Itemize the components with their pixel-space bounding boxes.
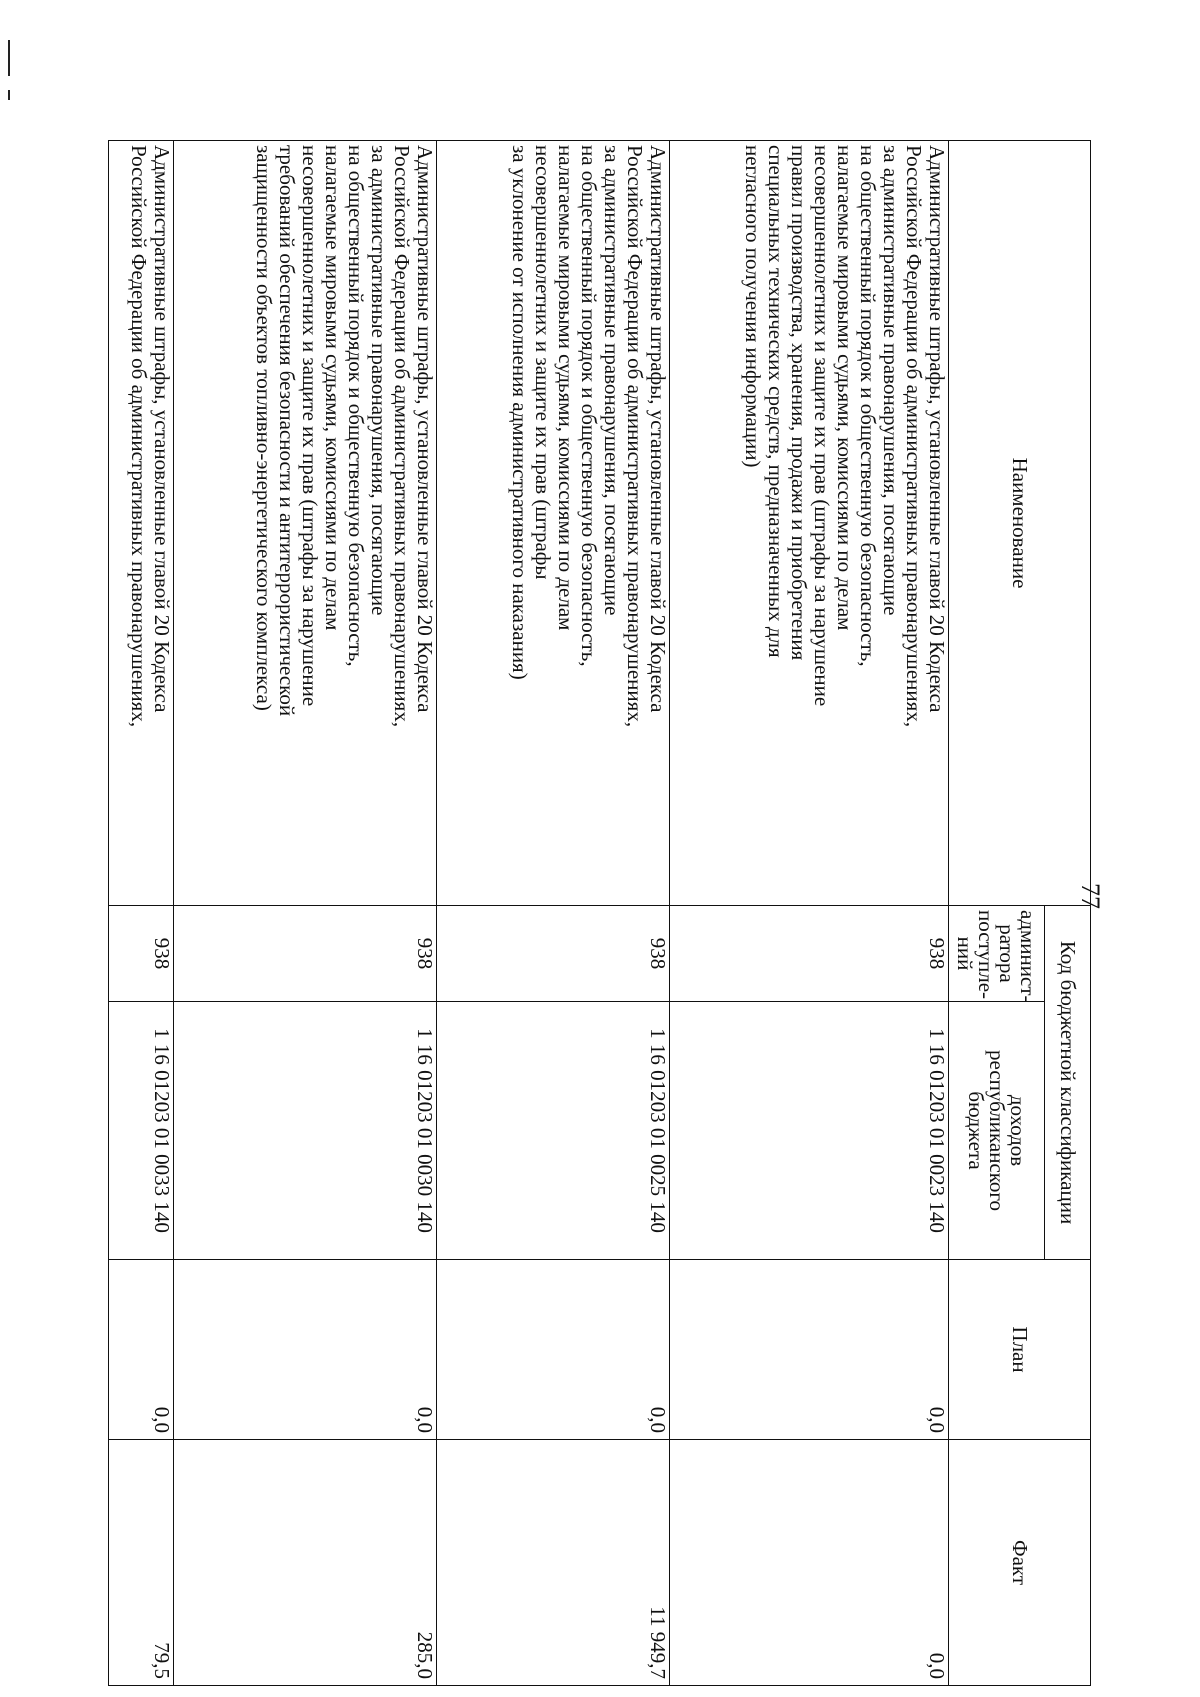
row-fact: 79,5 (109, 1440, 174, 1686)
table-row (173, 141, 436, 1686)
header-fact: Факт (949, 1440, 1091, 1686)
row-admin-code: 938 (173, 906, 436, 1002)
row-admin-code: 938 (436, 906, 669, 1002)
row-plan: 0,0 (109, 1260, 174, 1440)
page-number: 77 (1076, 883, 1105, 909)
row-name: Административные штрафы, установленные главой 20 Кодекса Российской Федерации об административных правонарушениях, за административные правонарушения, посягающие на общественный порядок и общественную безопасность, налагаемые мировыми судьями, комиссиями по делам несовершеннолетних и защите их прав (штрафы за нарушение правил производства, хранения, продажи и приобретения специальных технических средств, предназначенных для негласного получения информации) (669, 141, 948, 906)
scan-edge-mark (8, 90, 10, 100)
row-plan: 0,0 (436, 1260, 669, 1440)
table-row (669, 141, 948, 1686)
row-name: Административные штрафы, установленные главой 20 Кодекса Российской Федерации об административных правонарушениях, (109, 141, 174, 906)
row-income-code: 1 16 01203 01 0030 140 (173, 1002, 436, 1260)
header-code-group: Код бюджетной классификации (1045, 906, 1091, 1260)
row-fact: 11 949,7 (436, 1440, 669, 1686)
header-plan: План (949, 1260, 1091, 1440)
row-name: Административные штрафы, установленные главой 20 Кодекса Российской Федерации об административных правонарушениях, за административные правонарушения, посягающие на общественный порядок и общественную безопасность, налагаемые мировыми судьями, комиссиями по делам несовершеннолетних и защите их прав (штрафы за уклонение от исполнения административного наказания) (436, 141, 669, 906)
table-row (109, 141, 174, 1686)
table-row (436, 141, 669, 1686)
rotated-table-container (108, 140, 1091, 1685)
row-admin-code: 938 (109, 906, 174, 1002)
scan-edge-mark (8, 40, 10, 76)
row-income-code: 1 16 01203 01 0033 140 (109, 1002, 174, 1260)
row-fact: 285,0 (173, 1440, 436, 1686)
row-name: Административные штрафы, установленные главой 20 Кодекса Российской Федерации об административных правонарушениях, за административные правонарушения, посягающие на общественный порядок и общественную безопасность, налагаемые мировыми судьями, комиссиями по делам несовершеннолетних и защите их прав (штрафы за нарушение требований обеспечения безопасности и антитеррористической защищенности объектов топливно-энергетического комплекса) (173, 141, 436, 906)
header-income: доходов республиканского бюджета (949, 1002, 1045, 1260)
header-name: Наименование (949, 141, 1091, 906)
row-plan: 0,0 (173, 1260, 436, 1440)
row-income-code: 1 16 01203 01 0023 140 (669, 1002, 948, 1260)
row-fact: 0,0 (669, 1440, 948, 1686)
budget-table (108, 140, 1091, 1686)
row-plan: 0,0 (669, 1260, 948, 1440)
header-admin: админист- ратора поступле- ний (949, 906, 1045, 1002)
row-income-code: 1 16 01203 01 0025 140 (436, 1002, 669, 1260)
row-admin-code: 938 (669, 906, 948, 1002)
